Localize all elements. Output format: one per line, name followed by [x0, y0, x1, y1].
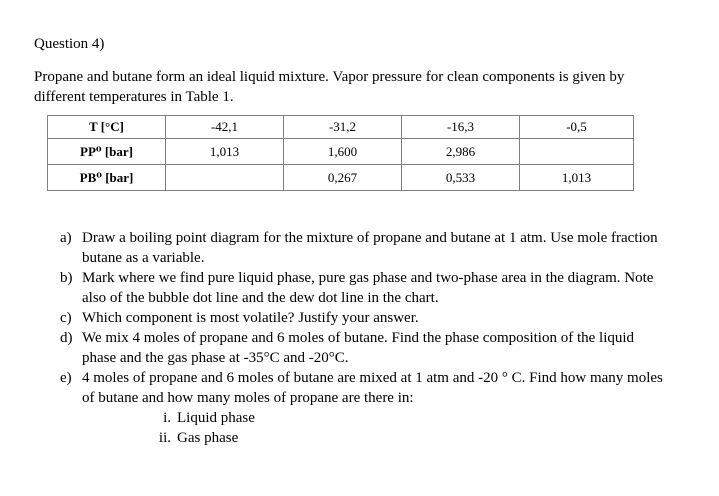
task-text: Mark where we find pure liquid phase, pure gas phase and two-phase area in the diagram. Note also of the bubble dot line and the dew dot line in the chart. — [82, 270, 654, 306]
table-cell: T [°C] — [48, 116, 166, 139]
list-item — [82, 428, 670, 448]
list-marker: d) — [60, 330, 73, 346]
table-cell: -16,3 — [402, 116, 520, 139]
table-cell: 2,986 — [402, 139, 520, 165]
table-cell: -0,5 — [520, 116, 634, 139]
task-text: Draw a boiling point diagram for the mixture of propane and butane at 1 atm. Use mole fraction butane as a variable. — [82, 230, 658, 266]
list-item — [60, 328, 670, 368]
list-marker: b) — [60, 270, 73, 286]
intro-paragraph: Propane and butane form an ideal liquid mixture. Vapor pressure for clean components is given by different temperatures in Table 1. — [34, 69, 625, 105]
list-item — [60, 308, 670, 328]
task-text: 4 moles of propane and 6 moles of butane are mixed at 1 atm and -20 ° C. Find how many moles of butane and how many moles of propane are there in: — [82, 370, 663, 406]
question-title: Question 4) — [34, 36, 105, 52]
table-cell: 0,267 — [284, 165, 402, 191]
table-cell: PP⁰ [bar] — [48, 139, 166, 165]
vapor-pressure-table — [47, 115, 634, 191]
subtask-text: Gas phase — [177, 430, 239, 446]
table-cell: 0,533 — [402, 165, 520, 191]
table-cell — [520, 139, 634, 165]
list-marker: e) — [60, 370, 72, 386]
list-item — [60, 268, 670, 308]
list-marker: ii. — [158, 430, 171, 446]
list-item — [82, 408, 670, 428]
task-list — [60, 228, 670, 448]
list-item — [60, 228, 670, 268]
table-cell: -42,1 — [166, 116, 284, 139]
table-cell: 1,600 — [284, 139, 402, 165]
subtask-list — [82, 408, 670, 448]
task-text: Which component is most volatile? Justify your answer. — [82, 310, 419, 326]
list-marker: c) — [60, 310, 72, 326]
list-marker: a) — [60, 230, 72, 246]
list-item — [60, 368, 670, 448]
list-marker: i. — [163, 410, 171, 426]
table-row — [48, 139, 634, 165]
table-cell: 1,013 — [166, 139, 284, 165]
table-cell: -31,2 — [284, 116, 402, 139]
table-row — [48, 165, 634, 191]
task-text: We mix 4 moles of propane and 6 moles of butane. Find the phase composition of the liquid phase and the gas phase at -35°C and -20°C. — [82, 330, 635, 366]
table-row — [48, 116, 634, 139]
subtask-text: Liquid phase — [177, 410, 255, 426]
table-cell — [166, 165, 284, 191]
table-cell: PB⁰ [bar] — [48, 165, 166, 191]
table-cell: 1,013 — [520, 165, 634, 191]
